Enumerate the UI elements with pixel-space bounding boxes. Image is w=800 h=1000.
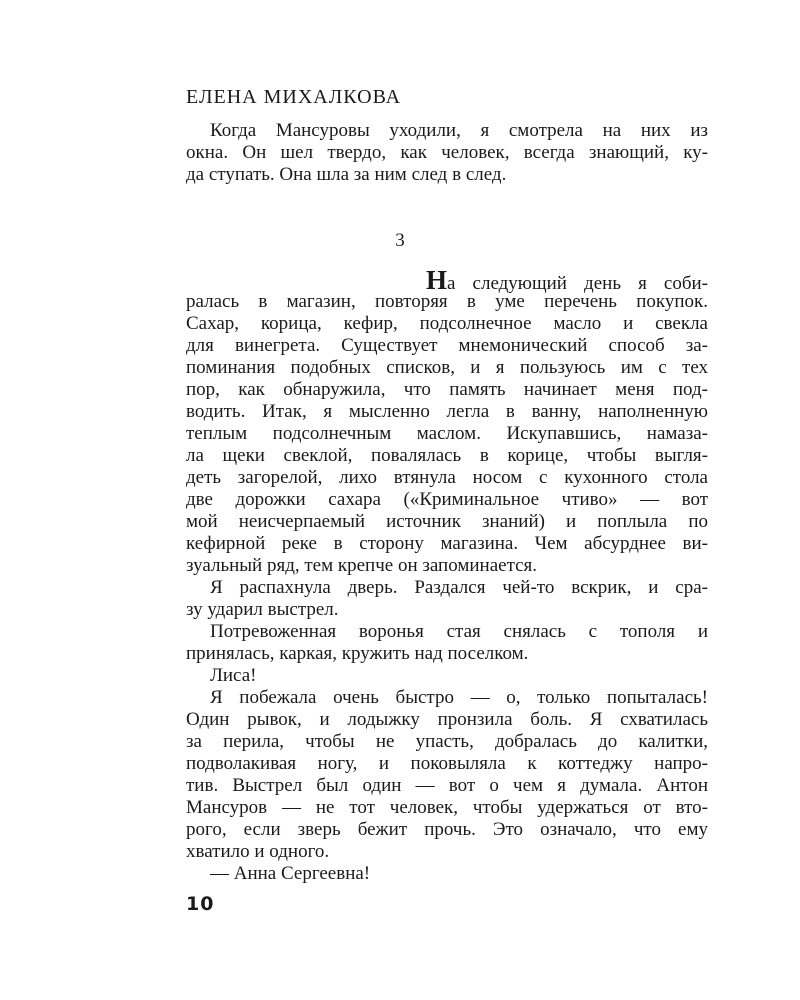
text-line: Сахар, корица, кефир, подсолнечное масло и свекла [186, 313, 708, 334]
text-line: Когда Мансуровы уходили, я смотрела на них из [210, 120, 708, 141]
text-line: Лиса! [210, 665, 257, 686]
text-line: да ступать. Она шла за ним след в след. [186, 164, 507, 185]
text-line: зу ударил выстрел. [186, 599, 339, 620]
text-line: поминания подобных списков, и я пользуюсь им с тех [186, 357, 708, 378]
text-line: кефирной реке в сторону магазина. Чем абсурднее ви- [186, 533, 708, 554]
chapter-number: 3 [395, 230, 405, 251]
text-line: мой неисчерпаемый источник знаний) и поплыла по [186, 511, 708, 532]
running-head-author: ЕЛЕНА МИХАЛКОВА [186, 86, 402, 108]
text-line: зуальный ряд, тем крепче он запоминается. [186, 555, 538, 576]
text-line: тив. Выстрел был один — вот о чем я думала. Антон [186, 775, 708, 796]
text-line: рого, если зверь бежит прочь. Это означало, что ему [186, 819, 708, 840]
text-line: теплым подсолнечным маслом. Искупавшись, намаза- [186, 423, 708, 444]
first-line [186, 265, 708, 295]
text-line: Я распахнула дверь. Раздался чей-то вскрик, и сра- [210, 577, 708, 598]
text-line: Потревоженная воронья стая снялась с тополя и [210, 621, 708, 642]
text-line: две дорожки сахара («Криминальное чтиво» — вот [186, 489, 708, 510]
text-line: пор, как обнаружила, что память начинает меня под- [186, 379, 708, 400]
text-line: ралась в магазин, повторяя в уме перечень покупок. [186, 291, 708, 312]
text-line: Мансуров — не тот человек, чтобы удержаться от вто- [186, 797, 708, 818]
text-line: для винегрета. Существует мнемонический способ за- [186, 335, 708, 356]
text-line: деть загорелой, лихо втянула носом с кухонного стола [186, 467, 708, 488]
first-line-text: а следующий день я соби- [447, 273, 708, 294]
text-line: за перила, чтобы не упасть, добралась до калитки, [186, 731, 708, 752]
text-line: ла щеки свеклой, повалялась в корице, чтобы выгля- [186, 445, 708, 466]
text-line: Я побежала очень быстро — о, только попыталась! [210, 687, 708, 708]
drop-cap: Н [426, 265, 448, 295]
text-line: — Анна Сергеевна! [210, 863, 371, 884]
chapter-text [186, 265, 708, 885]
text-line: Один рывок, и лодыжку пронзила боль. Я схватилась [186, 709, 708, 730]
text-line: водить. Итак, я мысленно легла в ванну, наполненную [186, 401, 708, 422]
text-line: окна. Он шел твердо, как человек, всегда знающий, ку- [186, 142, 708, 163]
page-number: 10 [186, 893, 215, 915]
text-line: хватило и одного. [186, 841, 330, 862]
text-line: принялась, каркая, кружить над поселком. [186, 643, 529, 664]
text-line: подволакивая ногу, и поковыляла к коттеджу напро- [186, 753, 708, 774]
top-paragraph [186, 120, 708, 186]
